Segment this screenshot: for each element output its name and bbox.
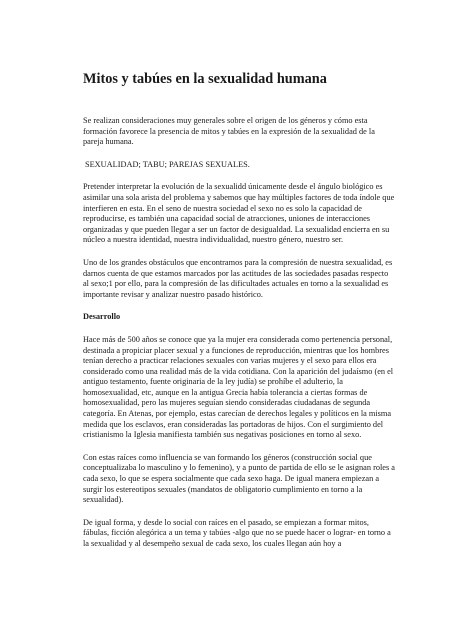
body-paragraph-3: Hace más de 500 años se conoce que ya la mujer era considerada como pertenencia personal, destinada a propiciar placer sexual y a funciones de reproducción, mientras que los hombres tenían derecho a practicar relaciones sexuales con varias mujeres y el sexo para ellos era considerado como una realidad más de la vida cotidiana. Con la aparición del judaísmo (en el antiguo testamento, fuente originaria de la ley judía) se prohíbe el adulterio, la homosexualidad, etc, aunque en la antigua Grecia había tolerancia a ciertas formas de homosexualidad, pero las mujeres seguían siendo consideradas ciudadanas de segunda categoría. En Atenas, por ejemplo, estas carecían de derechos legales y políticos en la misma medida que los esclavos, eran consideradas las portadoras de hijos. Con el surgimiento del cristianismo la Iglesia manifiesta también sus negativas posiciones en torno al sexo. [83,334,394,440]
keywords-line: SEXUALIDAD; TABU; PAREJAS SEXUALES. [85,159,250,169]
body-paragraph-5: De igual forma, y desde lo social con raíces en el pasado, se empiezan a formar mitos, fábulas, ficción alegórica a un tema y tabúes -algo que no se puede hacer o lograr- en torno a la sexualidad y al desempeño sexual de cada sexo, los cuales llegan aún hoy a [83,517,391,548]
body-paragraph-1: Pretender interpretar la evolución de la sexualidd únicamente desde el ángulo biológico es asimilar una sola arista del problema y sabemos que hay múltiples factores de toda índole que interfieren en esta. En el seno de nuestra sociedad el sexo no es solo la capacidad de reproducirse, es también una capacidad social de atracciones, uniones de interacciones organizadas y que pueden llegar a ser un factor de desigualdad. La sexualidad encierra en su núcleo a nuestra identidad, nuestra individualidad, nuestro género, nuestro ser. [83,182,395,245]
document-body [83,70,395,562]
body-paragraph-4: Con estas raíces como influencia se van formando los géneros (construcción social que conceptualizaba lo masculino y lo femenino), y a punto de partida de ello se le asignan roles a cada sexo, lo que se espera socialmente que cada sexo haga. De igual manera empiezan a surgir los estereotipos sexuales (mandatos de obligatorio cumplimiento en torno a la sexualidad). [83,452,395,505]
section-heading: Desarrollo [83,312,121,322]
document-title: Mitos y tabúes en la sexualidad humana [83,71,327,87]
body-paragraph-2: Uno de los grandes obstáculos que encontramos para la compresión de nuestra sexualidad, es darnos cuenta de que estamos marcados por las actitudes de las sociedades pasadas respecto al sexo;1 por ello, para la compresión de las dificultades actuales en torno a la sexualidad es importante revisar y analizar nuestro pasado histórico. [83,257,393,299]
intro-paragraph: Se realizan consideraciones muy generales sobre el origen de los géneros y cómo esta formación favorece la presencia de mitos y tabúes en la expresión de la sexualidad de la pareja humana. [83,116,375,147]
